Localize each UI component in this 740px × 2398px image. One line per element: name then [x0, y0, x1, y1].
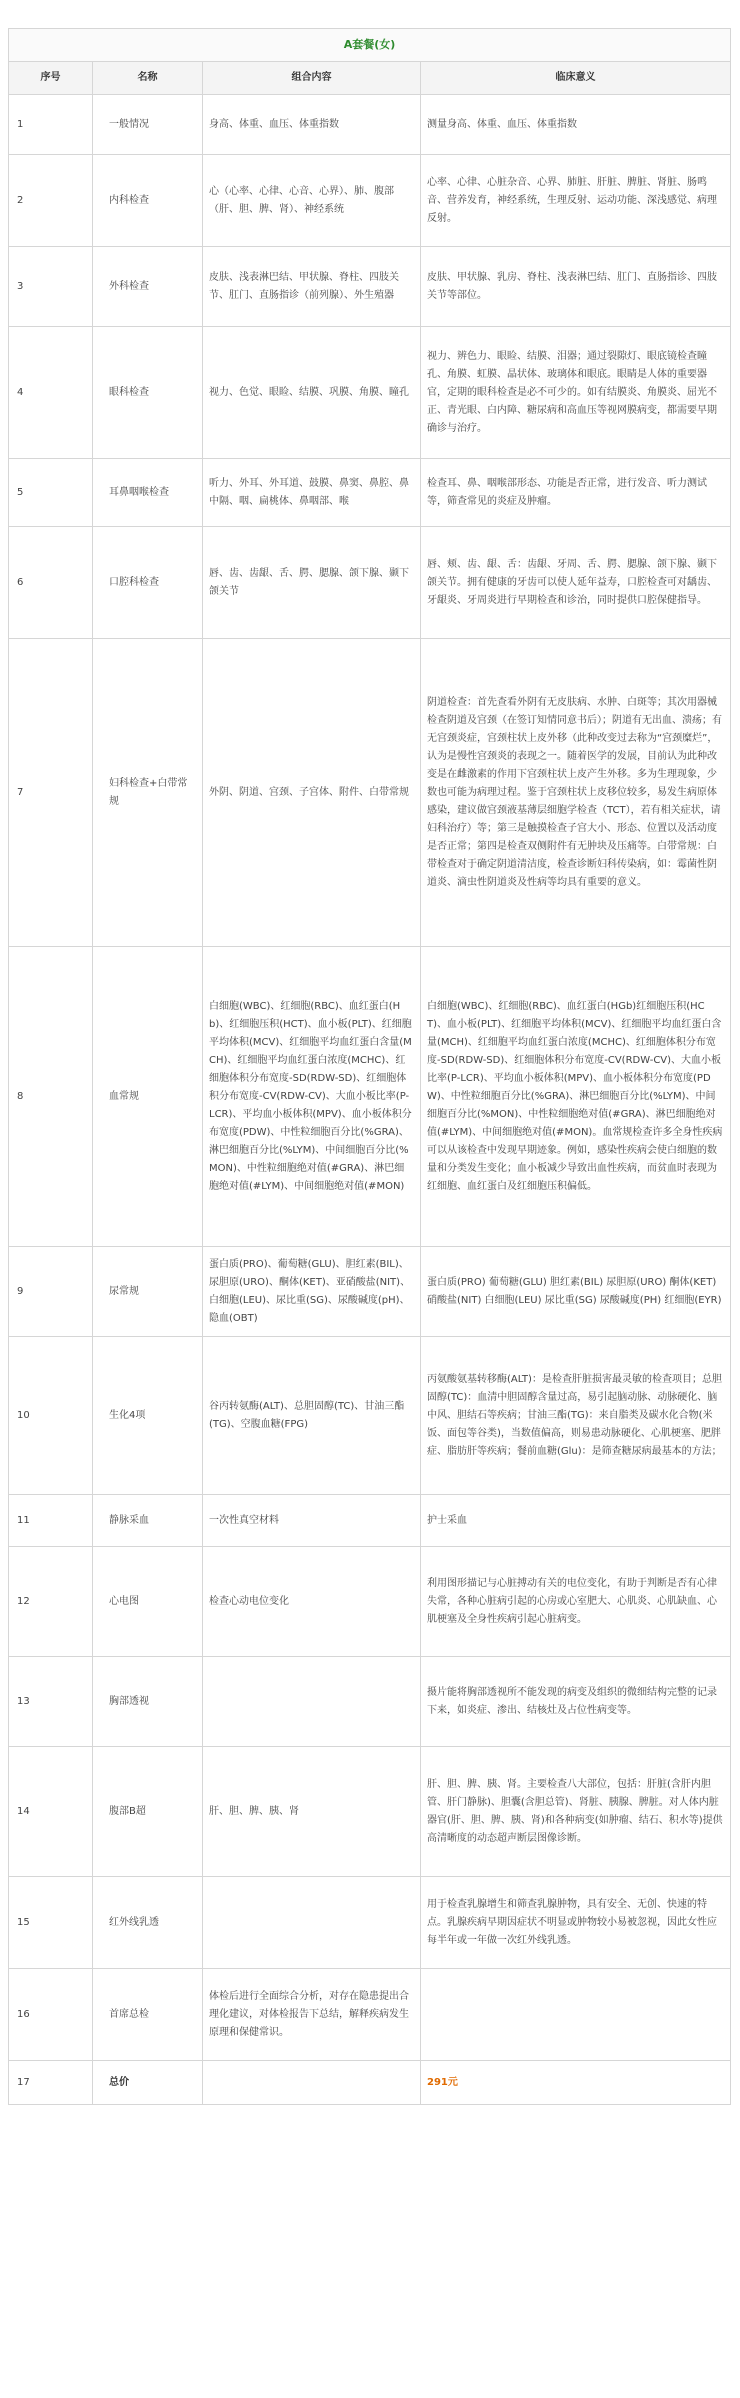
table-row [9, 947, 731, 1247]
cell-name-text: 首席总检 [109, 2008, 149, 2020]
cell-name-text: 口腔科检查 [109, 576, 159, 588]
package-table-wrapper [8, 28, 730, 2105]
cell-no-text: 13 [17, 1695, 30, 1707]
table-row [9, 2061, 731, 2105]
cell-meaning [421, 1495, 731, 1547]
cell-content-text: 白细胞(WBC)、红细胞(RBC)、血红蛋白(Hb)、红细胞压积(HCT)、血小板(PLT)、红细胞平均体积(MCV)、红细胞平均血红蛋白含量(MCH)、红细胞平均血红蛋白浓度(MCHC)、红细胞体积分布宽度-SD(RDW-SD)、红细胞体积分布宽度-CV(RDW-CV)、大血小板比率(P-LCR)、平均血小板体积(MPV)、血小板体积分布宽度(PDW)、中性粒细胞百分比(%GRA)、淋巴细胞百分比(%LYM)、中间细胞百分比(%MON)、中性粒细胞绝对值(#GRA)、淋巴细胞绝对值(#LYM)、中间细胞绝对值(#MON) [209, 1000, 412, 1192]
cell-content [203, 1747, 421, 1877]
cell-meaning-text: 阴道检查：首先查看外阴有无皮肤病、水肿、白斑等；其次用器械检查阴道及宫颈（在签订知情同意书后）；阴道有无出血、溃疡；有无宫颈炎症，宫颈柱状上皮外移（此种改变过去称为“宫颈糜烂”，认为是慢性宫颈炎的表现之一。随着医学的发展，目前认为此种改变是在雌激素的作用下宫颈柱状上皮产生外移。多为生理现象，少数也可能为病理过程。鉴于宫颈柱状上皮移位较多，易发生病原体感染，建议做宫颈液基薄层细胞学检查（TCT），若有相关症状，请妇科治疗）等；第三是触摸检查子宫大小、形态、位置以及活动度是否正常；第四是检查双侧附件有无肿块及压痛等。白带常规：白带检查对于确定阴道清洁度，检查诊断妇科传染病，如：霉菌性阴道炎、滴虫性阴道炎及性病等均具有重要的意义。 [427, 696, 722, 888]
cell-meaning [421, 155, 731, 247]
cell-no-text: 11 [17, 1514, 30, 1526]
cell-content-text: 视力、色觉、眼睑、结膜、巩膜、角膜、瞳孔 [209, 386, 409, 398]
cell-name [93, 527, 203, 639]
cell-meaning-text: 测量身高、体重、血压、体重指数 [427, 118, 577, 130]
cell-name [93, 1747, 203, 1877]
cell-meaning [421, 2061, 731, 2105]
cell-no [9, 1747, 93, 1877]
cell-name-text: 血常规 [109, 1090, 139, 1102]
cell-name [93, 247, 203, 327]
cell-meaning-text: 唇、颊、齿、龈、舌：齿龈、牙周、舌、腭、腮腺、颌下腺、颞下颌关节。拥有健康的牙齿可以使人延年益寿，口腔检查可对龋齿、牙龈炎、牙周炎进行早期检查和诊治，同时提供口腔保健指导。 [427, 558, 717, 606]
cell-name-text: 内科检查 [109, 194, 149, 206]
cell-name [93, 1657, 203, 1747]
cell-meaning-text: 检查耳、鼻、咽喉部形态、功能是否正常，进行发音、听力测试等，筛查常见的炎症及肿瘤。 [427, 477, 707, 507]
cell-meaning-text: 用于检查乳腺增生和筛查乳腺肿物，具有安全、无创、快速的特点。乳腺疾病早期因症状不明显或肿物较小易被忽视，因此女性应每半年或一年做一次红外线乳透。 [427, 1898, 717, 1946]
cell-content [203, 1547, 421, 1657]
cell-content [203, 1969, 421, 2061]
cell-meaning-text: 利用图形描记与心脏搏动有关的电位变化，有助于判断是否有心律失常，各种心脏病引起的心房或心室肥大、心肌炎、心肌缺血、心肌梗塞及全身性疾病引起心脏病变。 [427, 1577, 717, 1625]
cell-meaning-text: 心率、心律、心脏杂音、心界、肺脏、肝脏、脾脏、肾脏、肠鸣音、营养发育，神经系统，生理反射、运动功能、深浅感觉、病理反射。 [427, 176, 717, 224]
table-row [9, 1247, 731, 1337]
cell-meaning [421, 639, 731, 947]
cell-no [9, 947, 93, 1247]
cell-name [93, 459, 203, 527]
header-meaning: 临床意义 [421, 62, 731, 95]
cell-name [93, 2061, 203, 2105]
cell-content-text: 身高、体重、血压、体重指数 [209, 118, 339, 130]
cell-no [9, 1495, 93, 1547]
cell-no-text: 17 [17, 2076, 30, 2088]
table-row [9, 1547, 731, 1657]
cell-meaning [421, 1337, 731, 1495]
cell-name-text: 一般情况 [109, 118, 149, 130]
cell-meaning-text: 291元 [427, 2076, 458, 2088]
cell-name [93, 639, 203, 947]
table-row [9, 459, 731, 527]
cell-no-text: 16 [17, 2008, 30, 2020]
cell-content [203, 155, 421, 247]
table-row [9, 1877, 731, 1969]
cell-name [93, 95, 203, 155]
cell-name-text: 红外线乳透 [109, 1916, 159, 1928]
cell-no-text: 4 [17, 386, 24, 398]
cell-content [203, 1247, 421, 1337]
title-row [9, 29, 731, 62]
cell-content-text: 外阴、阴道、宫颈、子宫体、附件、白带常规 [209, 786, 409, 798]
cell-content [203, 327, 421, 459]
table-row [9, 1657, 731, 1747]
header-row [9, 62, 731, 95]
cell-content-text: 听力、外耳、外耳道、鼓膜、鼻窦、鼻腔、鼻中隔、咽、扁桃体、鼻咽部、喉 [209, 477, 409, 507]
header-content: 组合内容 [203, 62, 421, 95]
cell-content-text: 检查心动电位变化 [209, 1595, 289, 1607]
cell-no-text: 3 [17, 280, 24, 292]
cell-content [203, 1657, 421, 1747]
cell-no-text: 10 [17, 1409, 30, 1421]
package-title: A套餐(女) [9, 29, 731, 62]
table-row [9, 247, 731, 327]
cell-meaning [421, 327, 731, 459]
cell-name-text: 静脉采血 [109, 1514, 149, 1526]
table-row [9, 95, 731, 155]
cell-name-text: 生化4项 [109, 1409, 146, 1421]
cell-no [9, 1337, 93, 1495]
cell-no-text: 14 [17, 1805, 30, 1817]
cell-content-text: 肝、胆、脾、胰、肾 [209, 1805, 299, 1817]
cell-content-text: 心（心率、心律、心音、心界）、肺、腹部（肝、胆、脾、肾）、神经系统 [209, 185, 394, 215]
cell-no-text: 12 [17, 1595, 30, 1607]
cell-name-text: 尿常规 [109, 1285, 139, 1297]
table-row [9, 155, 731, 247]
cell-no-text: 1 [17, 118, 24, 130]
cell-name [93, 1547, 203, 1657]
cell-meaning [421, 1247, 731, 1337]
package-table-body [9, 29, 731, 2105]
cell-meaning [421, 1877, 731, 1969]
cell-content-text: 唇、齿、齿龈、舌、腭、腮腺、颌下腺、颞下颌关节 [209, 567, 409, 597]
cell-meaning-text: 肝、胆、脾、胰、肾。主要检查八大部位，包括：肝脏(含肝内胆管、肝门静脉)、胆囊(含胆总管)、肾脏、胰腺、脾脏。对人体内脏器官(肝、胆、脾、胰、肾)和各种病变(如肿瘤、结石、积水等)提供高清晰度的动态超声断层图像诊断。 [427, 1778, 723, 1844]
cell-content-text: 谷丙转氨酶(ALT)、总胆固醇(TC)、甘油三酯(TG)、空腹血糖(FPG) [209, 1400, 405, 1430]
cell-name-text: 耳鼻咽喉检查 [109, 486, 169, 498]
cell-meaning [421, 247, 731, 327]
cell-no [9, 1247, 93, 1337]
cell-meaning-text: 视力、辨色力、眼睑、结膜、泪器；通过裂隙灯、眼底镜检查瞳孔、角膜、虹膜、晶状体、玻璃体和眼底。眼睛是人体的重要器官，定期的眼科检查是必不可少的。如有结膜炎、角膜炎、屈光不正、青光眼、白内障、糖尿病和高血压等视网膜病变，都需要早期确诊与治疗。 [427, 350, 717, 434]
cell-meaning [421, 1969, 731, 2061]
cell-no-text: 2 [17, 194, 24, 206]
header-no: 序号 [9, 62, 93, 95]
package-table [8, 28, 731, 2105]
cell-content [203, 1877, 421, 1969]
cell-no-text: 9 [17, 1285, 24, 1297]
cell-no [9, 1969, 93, 2061]
cell-name [93, 947, 203, 1247]
cell-content [203, 2061, 421, 2105]
cell-name [93, 1495, 203, 1547]
cell-content [203, 947, 421, 1247]
cell-name [93, 1877, 203, 1969]
table-row [9, 1337, 731, 1495]
cell-content [203, 1495, 421, 1547]
cell-name-text: 心电图 [109, 1595, 139, 1607]
cell-no [9, 459, 93, 527]
cell-meaning [421, 527, 731, 639]
cell-meaning-text: 蛋白质(PRO) 葡萄糖(GLU) 胆红素(BIL) 尿胆原(URO) 酮体(KET) 硝酸盐(NIT) 白细胞(LEU) 尿比重(SG) 尿酸碱度(PH) 红细胞(EYR) [427, 1276, 722, 1306]
cell-no [9, 2061, 93, 2105]
cell-no [9, 95, 93, 155]
cell-no [9, 327, 93, 459]
cell-meaning-text: 白细胞(WBC)、红细胞(RBC)、血红蛋白(HGb)红细胞压积(HCT)、血小板(PLT)、红细胞平均体积(MCV)、红细胞平均血红蛋白含量(MCH)、红细胞平均血红蛋白浓度(MCHC)、红细胞体积分布宽度-SD(RDW-SD)、红细胞体积分布宽度-CV(RDW-CV)、大血小板比率(P-LCR)、平均血小板体积(MPV)、血小板体积分布宽度(PDW)、中性粒细胞百分比(%GRA)、淋巴细胞百分比(%LYM)、中间细胞百分比(%MON)、中性粒细胞绝对值(#GRA)、淋巴细胞绝对值(#LYM)、中间细胞绝对值(#MON)。血常规检查许多全身性疾病可以从该检查中发现早期迹象。例如，感染性疾病会使白细胞的数量和分类发生变化；血小板减少导致出血性疾病，而贫血时表现为红细胞、血红蛋白及红细胞压积偏低。 [427, 1000, 723, 1192]
cell-no-text: 15 [17, 1916, 30, 1928]
cell-content [203, 95, 421, 155]
cell-name-text: 腹部B超 [109, 1805, 146, 1817]
cell-meaning [421, 1547, 731, 1657]
cell-name-text: 妇科检查+白带常规 [109, 777, 188, 807]
cell-name-text: 胸部透视 [109, 1695, 149, 1707]
cell-name-text: 外科检查 [109, 280, 149, 292]
cell-no-text: 5 [17, 486, 24, 498]
table-row [9, 327, 731, 459]
cell-content [203, 459, 421, 527]
cell-no [9, 247, 93, 327]
cell-meaning [421, 95, 731, 155]
table-row [9, 1969, 731, 2061]
cell-name [93, 155, 203, 247]
cell-content [203, 527, 421, 639]
cell-no-text: 7 [17, 786, 24, 798]
cell-content [203, 1337, 421, 1495]
cell-name [93, 1969, 203, 2061]
cell-content [203, 639, 421, 947]
cell-no [9, 1877, 93, 1969]
header-name: 名称 [93, 62, 203, 95]
cell-content-text: 蛋白质(PRO)、葡萄糖(GLU)、胆红素(BIL)、尿胆原(URO)、酮体(KET)、亚硝酸盐(NIT)、白细胞(LEU)、尿比重(SG)、尿酸碱度(pH)、隐血(OBT) [209, 1258, 411, 1324]
cell-no [9, 1547, 93, 1657]
cell-no [9, 155, 93, 247]
table-row [9, 1495, 731, 1547]
cell-content-text: 一次性真空材料 [209, 1514, 279, 1526]
cell-content-text: 体检后进行全面综合分析，对存在隐患提出合理化建议，对体检报告下总结，解释疾病发生原理和保健常识。 [209, 1990, 409, 2038]
cell-name [93, 1337, 203, 1495]
cell-name-text: 眼科检查 [109, 386, 149, 398]
cell-name [93, 1247, 203, 1337]
cell-meaning-text: 护士采血 [427, 1514, 467, 1526]
cell-name [93, 327, 203, 459]
cell-meaning [421, 947, 731, 1247]
cell-meaning-text: 丙氨酸氨基转移酶(ALT)：是检查肝脏损害最灵敏的检查项目；总胆固醇(TC)：血清中胆固醇含量过高，易引起脑动脉、动脉硬化、脑中风、胆结石等疾病；甘油三酯(TG)：来自脂类及碳水化合物(米饭、面包等谷类)，当数值偏高，则易患动脉硬化、心肌梗塞、肥胖症、脂肪肝等疾病；餐前血糖(Glu)：是筛查糖尿病最基本的方法； [427, 1373, 722, 1457]
cell-meaning [421, 459, 731, 527]
cell-no [9, 1657, 93, 1747]
cell-no-text: 6 [17, 576, 24, 588]
table-row [9, 639, 731, 947]
cell-content [203, 247, 421, 327]
cell-meaning-text: 皮肤、甲状腺、乳房、脊柱、浅表淋巴结、肛门、直肠指诊、四肢关节等部位。 [427, 271, 717, 301]
cell-name-text: 总价 [109, 2076, 129, 2088]
cell-no [9, 527, 93, 639]
cell-no-text: 8 [17, 1090, 24, 1102]
cell-no [9, 639, 93, 947]
cell-meaning [421, 1747, 731, 1877]
cell-content-text: 皮肤、浅表淋巴结、甲状腺、脊柱、四肢关节、肛门、直肠指诊（前列腺）、外生殖器 [209, 271, 399, 301]
cell-meaning [421, 1657, 731, 1747]
cell-meaning-text: 摄片能将胸部透视所不能发现的病变及组织的微细结构完整的记录下来，如炎症、渗出、结核灶及占位性病变等。 [427, 1686, 717, 1716]
table-row [9, 527, 731, 639]
table-row [9, 1747, 731, 1877]
